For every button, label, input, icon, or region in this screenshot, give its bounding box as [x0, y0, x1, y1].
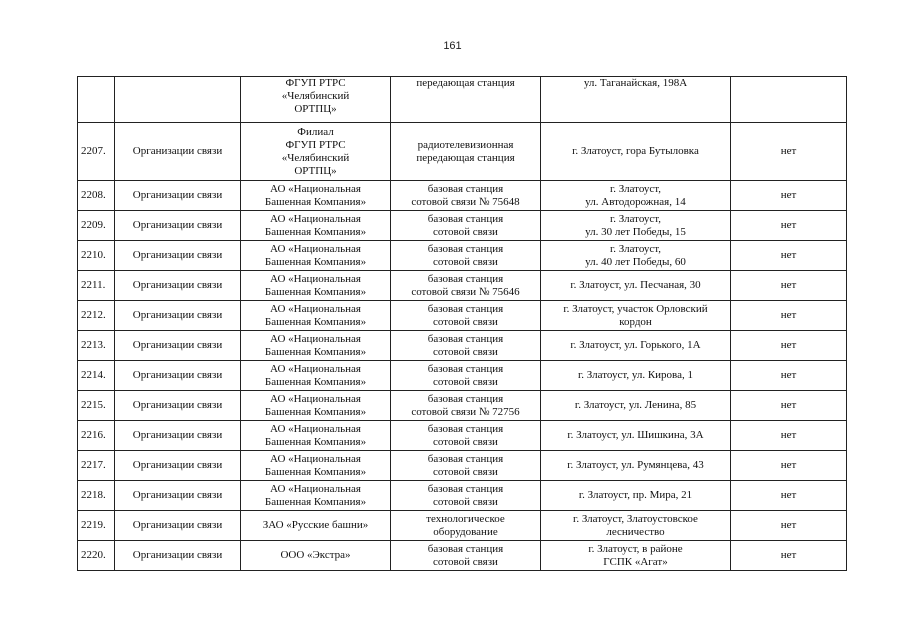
object-cell [391, 451, 541, 481]
organization-cell [241, 451, 391, 481]
organization-cell [241, 241, 391, 271]
object-cell-line: базовая станция [427, 362, 504, 375]
object-cell-line: сотовой связи [433, 345, 498, 358]
address-cell-line: г. Златоуст, [609, 182, 662, 195]
address-cell-line: ул. Таганайская, 198А [583, 77, 688, 89]
row-number-cell: 2219. [78, 511, 115, 541]
organization-cell-line: Башенная Компания» [264, 375, 367, 388]
category-cell: Организации связи [115, 123, 241, 181]
row-number-cell: 2213. [78, 331, 115, 361]
category-cell: Организации связи [115, 361, 241, 391]
address-cell-line: ул. Автодорожная, 14 [585, 195, 686, 208]
note-cell: нет [731, 301, 847, 331]
note-cell: нет [731, 481, 847, 511]
row-number-cell: 2214. [78, 361, 115, 391]
object-cell-line: сотовой связи [433, 435, 498, 448]
note-cell: нет [731, 241, 847, 271]
object-cell [391, 181, 541, 211]
object-cell-line: оборудование [433, 525, 498, 538]
note-cell: нет [731, 421, 847, 451]
object-cell-line: передающая станция [416, 77, 515, 89]
address-cell-line: г. Златоуст, [609, 212, 662, 225]
organization-cell [241, 211, 391, 241]
note-cell [731, 77, 847, 123]
address-cell-line: ул. 30 лет Победы, 15 [585, 225, 686, 238]
organization-cell-line: ФГУП РТРС [285, 77, 346, 89]
registry-table [77, 76, 847, 571]
organization-cell-line: АО «Национальная [270, 242, 361, 255]
note-cell: нет [731, 181, 847, 211]
category-cell: Организации связи [115, 241, 241, 271]
organization-cell-line: ФГУП РТРС [285, 138, 346, 151]
row-number-cell: 2210. [78, 241, 115, 271]
category-cell: Организации связи [115, 271, 241, 301]
address-cell [541, 331, 731, 361]
object-cell-line: базовая станция [427, 272, 504, 285]
object-cell-line: базовая станция [427, 422, 504, 435]
organization-cell [241, 361, 391, 391]
object-cell-line: сотовой связи [433, 375, 498, 388]
row-number-cell: 2217. [78, 451, 115, 481]
table-row [78, 241, 847, 271]
category-cell: Организации связи [115, 391, 241, 421]
category-cell: Организации связи [115, 421, 241, 451]
object-cell-line: базовая станция [427, 302, 504, 315]
address-cell-line: г. Златоуст, ул. Горького, 1А [570, 339, 701, 351]
organization-cell-line: АО «Национальная [270, 482, 361, 495]
organization-cell [241, 391, 391, 421]
object-cell-line: базовая станция [427, 542, 504, 555]
table-row [78, 421, 847, 451]
note-cell: нет [731, 271, 847, 301]
object-cell [391, 77, 541, 123]
organization-cell [241, 541, 391, 571]
organization-cell [241, 331, 391, 361]
organization-cell-line: АО «Национальная [270, 272, 361, 285]
organization-cell-line: АО «Национальная [270, 212, 361, 225]
organization-cell-line: Башенная Компания» [264, 315, 367, 328]
table-row [78, 211, 847, 241]
address-cell-line: ГСПК «Агат» [603, 555, 668, 568]
address-cell [541, 77, 731, 123]
address-cell [541, 451, 731, 481]
table-row [78, 77, 847, 123]
object-cell [391, 271, 541, 301]
address-cell-line: г. Златоуст, пр. Мира, 21 [578, 489, 693, 501]
organization-cell-line: «Челябинский [281, 151, 350, 164]
organization-cell-line: Башенная Компания» [264, 195, 367, 208]
address-cell [541, 511, 731, 541]
object-cell [391, 361, 541, 391]
page-number: 161 [443, 40, 462, 52]
object-cell-line: сотовой связи [433, 555, 498, 568]
table-row [78, 481, 847, 511]
organization-cell-line: АО «Национальная [270, 182, 361, 195]
object-cell [391, 481, 541, 511]
table-row [78, 331, 847, 361]
table-row [78, 391, 847, 421]
organization-cell-line: АО «Национальная [270, 332, 361, 345]
organization-cell-line: АО «Национальная [270, 362, 361, 375]
organization-cell-line: Башенная Компания» [264, 465, 367, 478]
object-cell-line: сотовой связи [433, 255, 498, 268]
object-cell-line: сотовой связи [433, 225, 498, 238]
table-row [78, 271, 847, 301]
organization-cell [241, 511, 391, 541]
organization-cell [241, 271, 391, 301]
address-cell-line: г. Златоуст, участок Орловский [563, 302, 708, 315]
organization-cell [241, 301, 391, 331]
organization-cell [241, 481, 391, 511]
category-cell: Организации связи [115, 301, 241, 331]
note-cell: нет [731, 451, 847, 481]
address-cell [541, 181, 731, 211]
note-cell: нет [731, 541, 847, 571]
object-cell-line: сотовой связи [433, 465, 498, 478]
table-row [78, 511, 847, 541]
address-cell-line: г. Златоуст, Златоустовское [573, 512, 698, 525]
organization-cell-line: ОРТПЦ» [294, 103, 337, 115]
note-cell: нет [731, 511, 847, 541]
object-cell-line: базовая станция [427, 332, 504, 345]
category-cell: Организации связи [115, 511, 241, 541]
object-cell-line: сотовой связи [433, 315, 498, 328]
row-number-cell: 2211. [78, 271, 115, 301]
address-cell-line: г. Златоуст, ул. Румянцева, 43 [567, 459, 704, 471]
category-cell: Организации связи [115, 331, 241, 361]
organization-cell-line: АО «Национальная [270, 392, 361, 405]
organization-cell-line: АО «Национальная [270, 422, 361, 435]
row-number-cell: 2215. [78, 391, 115, 421]
table-row [78, 301, 847, 331]
address-cell-line: г. Златоуст, ул. Кирова, 1 [578, 369, 693, 381]
table-row [78, 123, 847, 181]
note-cell: нет [731, 391, 847, 421]
organization-cell-line: «Челябинский [281, 90, 350, 102]
object-cell-line: базовая станция [427, 392, 504, 405]
object-cell [391, 211, 541, 241]
address-cell-line: г. Златоуст, в районе [588, 542, 683, 555]
row-number-cell: 2216. [78, 421, 115, 451]
organization-cell-line: Филиал [297, 125, 334, 138]
address-cell [541, 421, 731, 451]
object-cell [391, 391, 541, 421]
organization-cell [241, 421, 391, 451]
organization-cell [241, 181, 391, 211]
row-number-cell: 2208. [78, 181, 115, 211]
object-cell-line: сотовой связи № 72756 [411, 405, 520, 418]
organization-cell-line: Башенная Компания» [264, 495, 367, 508]
organization-cell-line: АО «Национальная [270, 302, 361, 315]
address-cell [541, 361, 731, 391]
table-row [78, 541, 847, 571]
note-cell: нет [731, 331, 847, 361]
registry-table-body [78, 77, 847, 571]
object-cell-line: радиотелевизионная [417, 138, 514, 151]
object-cell [391, 541, 541, 571]
object-cell-line: сотовой связи № 75646 [411, 285, 520, 298]
object-cell [391, 123, 541, 181]
note-cell: нет [731, 123, 847, 181]
address-cell-line: г. Златоуст, [609, 242, 662, 255]
table-row [78, 451, 847, 481]
address-cell-line: г. Златоуст, ул. Шишкина, 3А [567, 429, 704, 441]
address-cell-line: г. Златоуст, ул. Ленина, 85 [574, 399, 697, 411]
object-cell-line: базовая станция [427, 482, 504, 495]
object-cell-line: передающая станция [416, 151, 515, 164]
organization-cell-line: Башенная Компания» [264, 225, 367, 238]
organization-cell [241, 123, 391, 181]
organization-cell-line: ЗАО «Русские башни» [262, 519, 369, 531]
organization-cell-line: Башенная Компания» [264, 255, 367, 268]
organization-cell-line: Башенная Компания» [264, 345, 367, 358]
row-number-cell [78, 77, 115, 123]
address-cell [541, 541, 731, 571]
address-cell [541, 241, 731, 271]
category-cell: Организации связи [115, 211, 241, 241]
category-cell [115, 77, 241, 123]
category-cell: Организации связи [115, 451, 241, 481]
address-cell-line: лесничество [606, 525, 665, 538]
address-cell [541, 391, 731, 421]
object-cell-line: технологическое [426, 512, 505, 525]
address-cell-line: г. Златоуст, гора Бутыловка [572, 145, 699, 157]
object-cell-line: базовая станция [427, 452, 504, 465]
organization-cell-line: АО «Национальная [270, 452, 361, 465]
category-cell: Организации связи [115, 181, 241, 211]
note-cell: нет [731, 211, 847, 241]
object-cell [391, 331, 541, 361]
object-cell-line: базовая станция [427, 212, 504, 225]
category-cell: Организации связи [115, 541, 241, 571]
row-number-cell: 2220. [78, 541, 115, 571]
table-row [78, 361, 847, 391]
address-cell [541, 271, 731, 301]
organization-cell-line: Башенная Компания» [264, 285, 367, 298]
address-cell [541, 211, 731, 241]
row-number-cell: 2218. [78, 481, 115, 511]
object-cell-line: базовая станция [427, 242, 504, 255]
organization-cell-line: ООО «Экстра» [280, 549, 351, 561]
row-number-cell: 2212. [78, 301, 115, 331]
object-cell-line: сотовой связи [433, 495, 498, 508]
organization-cell [241, 77, 391, 123]
note-cell: нет [731, 361, 847, 391]
address-cell-line: ул. 40 лет Победы, 60 [585, 255, 686, 268]
organization-cell-line: ОРТПЦ» [294, 164, 337, 177]
object-cell [391, 421, 541, 451]
address-cell-line: г. Златоуст, ул. Песчаная, 30 [570, 279, 701, 291]
object-cell [391, 301, 541, 331]
object-cell [391, 511, 541, 541]
object-cell [391, 241, 541, 271]
row-number-cell: 2207. [78, 123, 115, 181]
organization-cell-line: Башенная Компания» [264, 435, 367, 448]
organization-cell-line: Башенная Компания» [264, 405, 367, 418]
object-cell-line: сотовой связи № 75648 [411, 195, 520, 208]
address-cell [541, 301, 731, 331]
table-row [78, 181, 847, 211]
object-cell-line: базовая станция [427, 182, 504, 195]
address-cell-line: кордон [619, 315, 652, 328]
row-number-cell: 2209. [78, 211, 115, 241]
category-cell: Организации связи [115, 481, 241, 511]
address-cell [541, 123, 731, 181]
address-cell [541, 481, 731, 511]
